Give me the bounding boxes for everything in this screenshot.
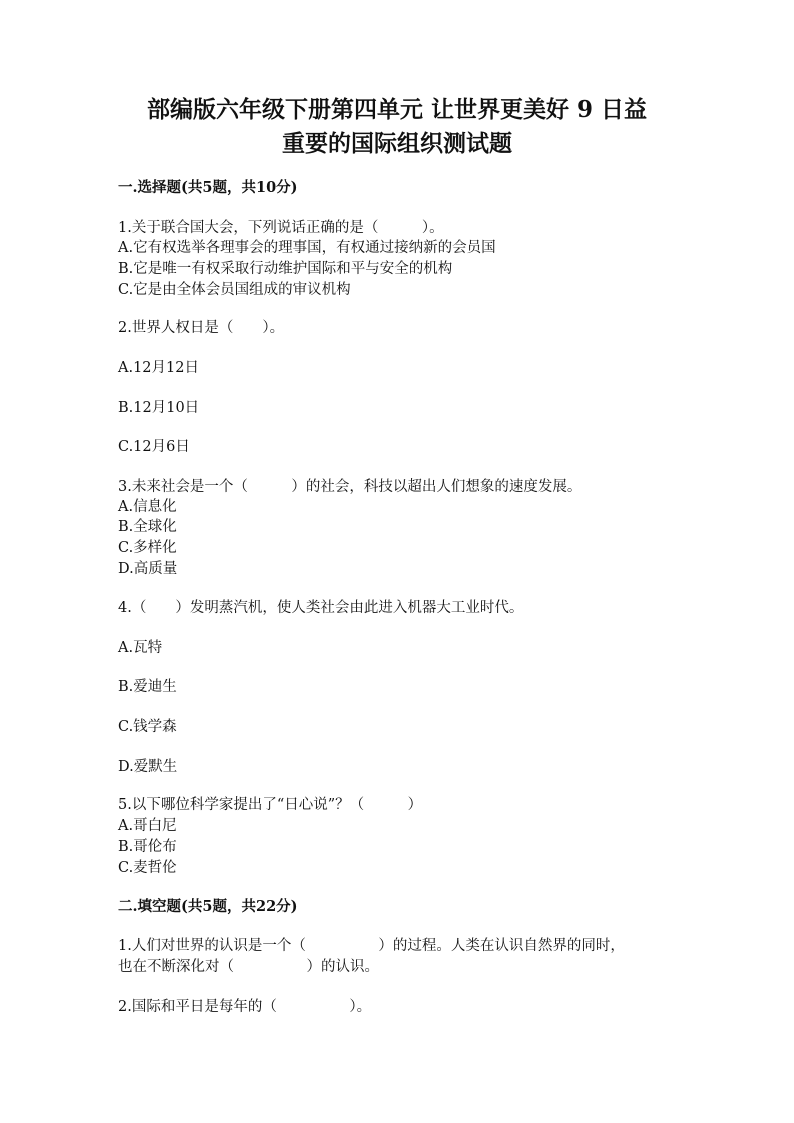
question-4-option-a: A.瓦特	[118, 640, 163, 656]
question-3-option-a: A.信息化	[118, 499, 177, 515]
question-5-stem: 5.以下哪位科学家提出了“日心说”？（ ）	[118, 797, 423, 813]
question-3-option-b: B.全球化	[118, 519, 177, 535]
question-2-option-b: B.12月10日	[118, 400, 200, 416]
page-title-line2: 重要的国际组织测试题	[282, 130, 512, 157]
question-1-stem: 1.关于联合国大会，下列说话正确的是（ ）。	[118, 220, 444, 236]
question-5-option-b: B.哥伦布	[118, 839, 177, 855]
question-2-stem: 2.世界人权日是（ ）。	[118, 320, 285, 336]
question-2-option-c: C.12月6日	[118, 439, 190, 455]
question-5-option-a: A.哥白尼	[118, 818, 177, 834]
question-5-option-c: C.麦哲伦	[118, 860, 177, 876]
fill-question-2-stem: 2.国际和平日是每年的（ ）。	[118, 999, 372, 1015]
question-3-option-c: C.多样化	[118, 540, 177, 556]
question-1-option-b: B.它是唯一有权采取行动维护国际和平与安全的机构	[118, 261, 453, 277]
page-title-line1: 部编版六年级下册第四单元 让世界更美好 9 日益	[146, 96, 648, 123]
question-3-stem: 3.未来社会是一个（ ）的社会，科技以超出人们想象的速度发展。	[118, 479, 582, 495]
fill-question-1-line2: 也在不断深化对（ ）的认识。	[118, 959, 379, 975]
fill-question-1-line1: 1.人们对世界的认识是一个（ ）的过程。人类在认识自然界的同时，	[118, 938, 625, 954]
question-2-option-a: A.12月12日	[118, 360, 199, 376]
question-1-option-c: C.它是由全体会员国组成的审议机构	[118, 282, 351, 298]
question-1-option-a: A.它有权选举各理事会的理事国，有权通过接纳新的会员国	[118, 240, 496, 256]
question-4-option-c: C.钱学森	[118, 719, 177, 735]
question-4-option-d: D.爱默生	[118, 759, 178, 775]
question-4-stem: 4.（ ）发明蒸汽机，使人类社会由此进入机器大工业时代。	[118, 600, 524, 616]
question-4-option-b: B.爱迪生	[118, 679, 177, 695]
section-heading-choice: 一.选择题(共5题，共10分)	[118, 179, 298, 196]
section-heading-fill: 二.填空题(共5题，共22分)	[118, 898, 298, 915]
question-3-option-d: D.高质量	[118, 561, 178, 577]
